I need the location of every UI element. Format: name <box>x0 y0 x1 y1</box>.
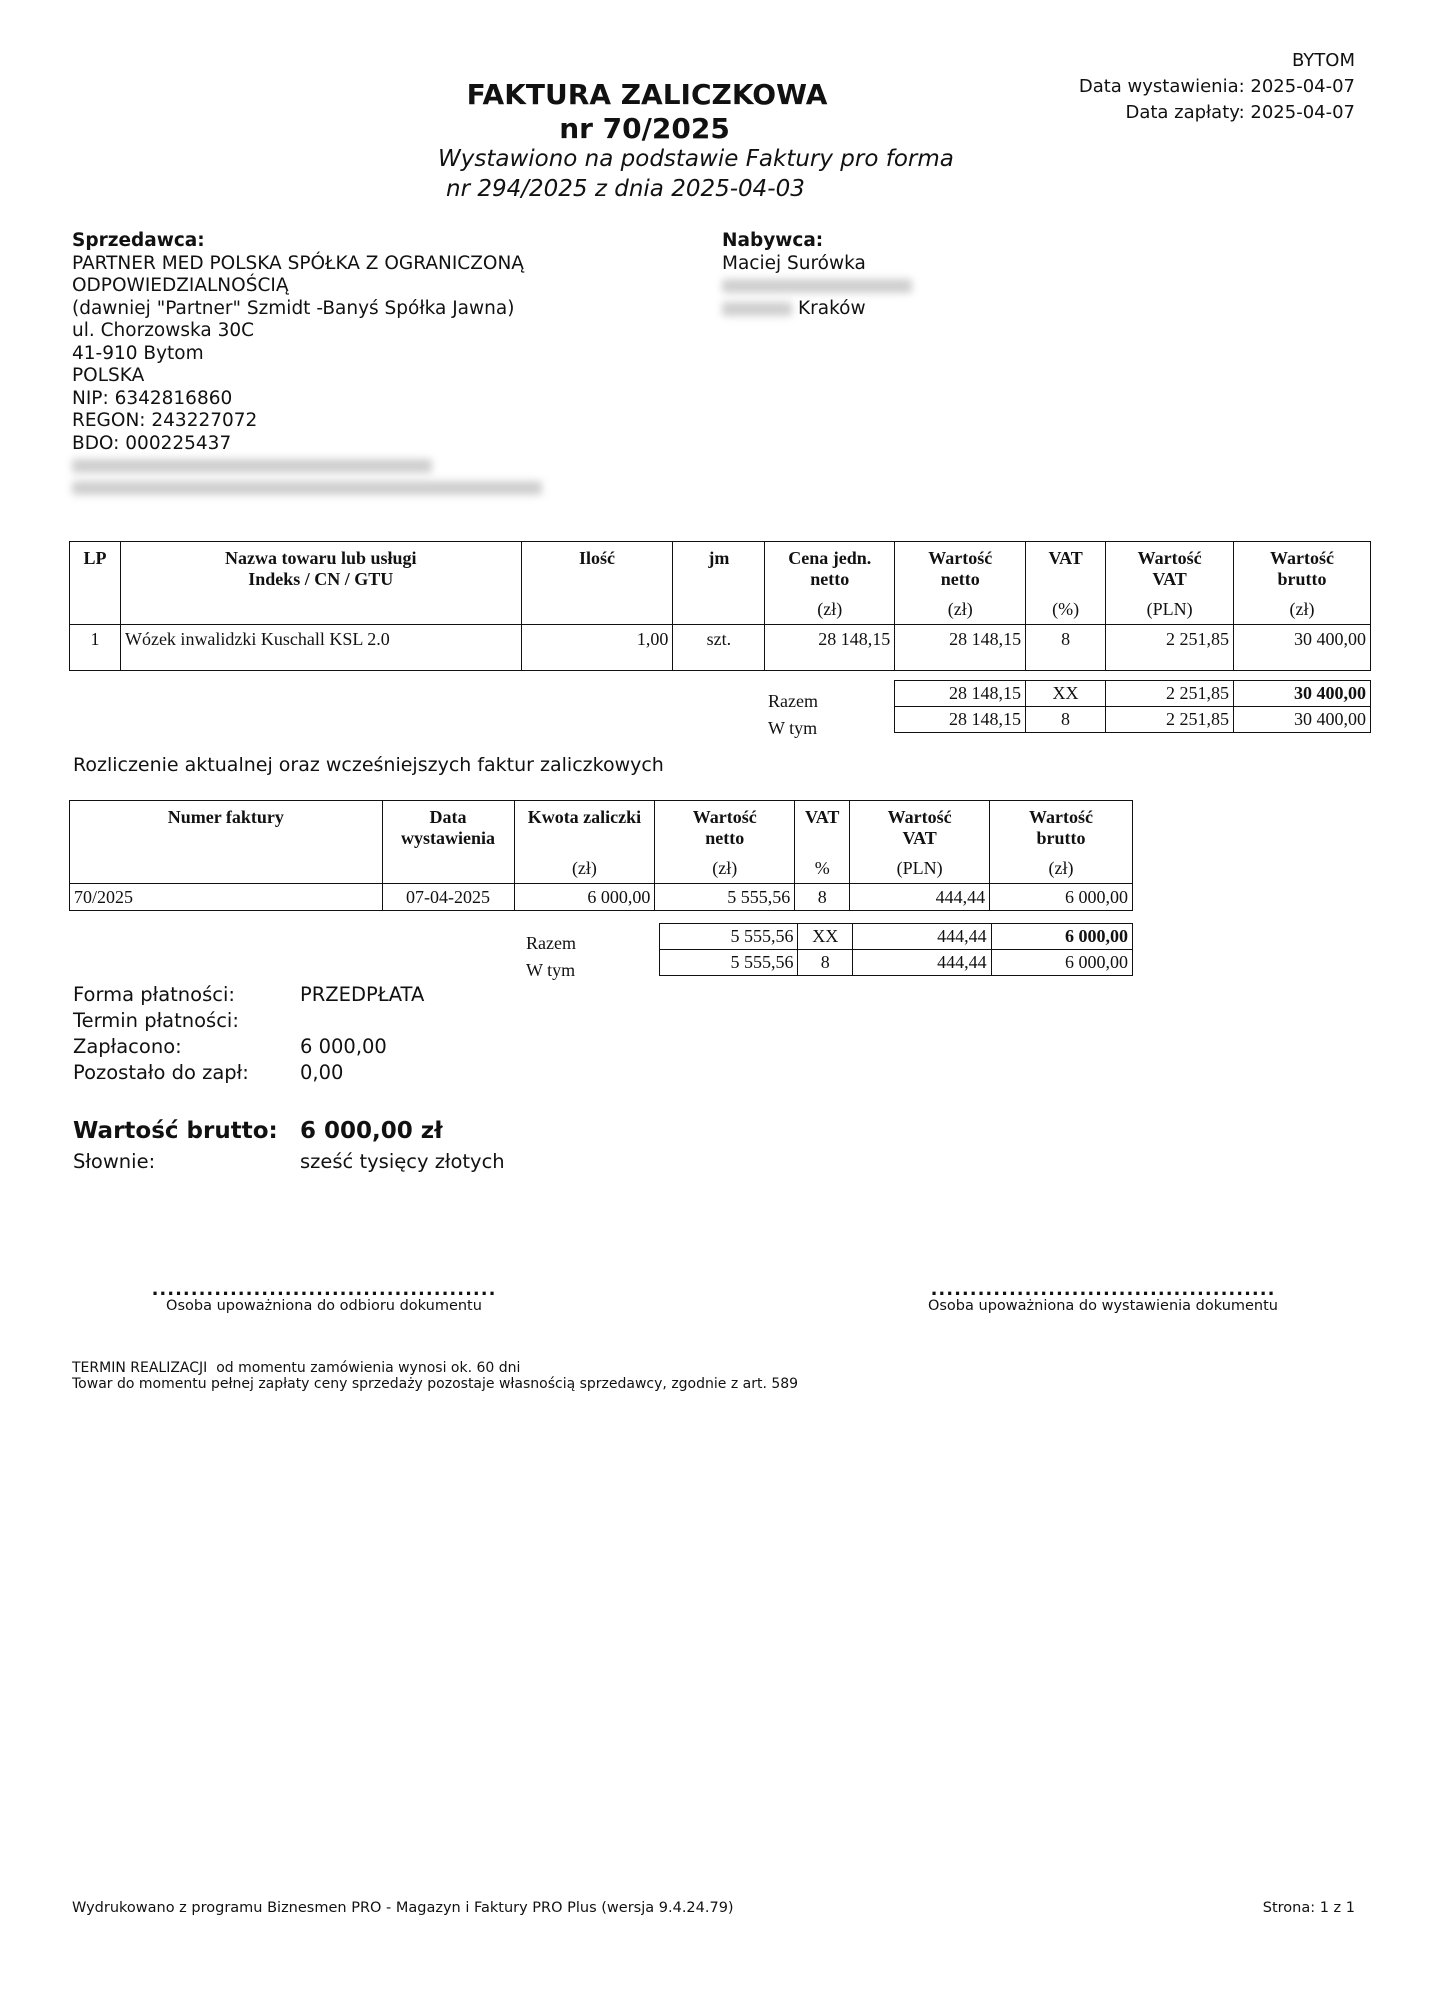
payment-method-row <box>73 982 424 1008</box>
incl-vat-rate: 8 <box>1026 707 1106 733</box>
signature-receiver-caption: Osoba upoważniona do odbioru dokumentu <box>166 1298 482 1314</box>
items-header-row <box>70 542 1371 591</box>
items-summary-labels <box>768 688 818 742</box>
seller-line: 41-910 Bytom <box>72 342 204 364</box>
sum-label: Razem <box>768 691 818 711</box>
col-header-qty: Ilość <box>521 542 673 591</box>
sum-net: 28 148,15 <box>895 681 1026 707</box>
buyer-block <box>722 230 912 320</box>
advance-summary-labels <box>526 930 576 984</box>
incl-label: W tym <box>526 960 576 980</box>
invoice-subtitle <box>438 144 954 204</box>
unit-cell <box>70 590 121 625</box>
incl-net: 5 555,56 <box>660 950 798 976</box>
incl-gross: 30 400,00 <box>1234 707 1371 733</box>
cell-vat-rate: 8 <box>795 884 850 911</box>
seller-line: POLSKA <box>72 365 145 386</box>
subtitle-line-1: Wystawiono na podstawie Faktury pro forma <box>438 146 954 172</box>
signature-issuer <box>893 1279 1313 1314</box>
remaining-row <box>73 1060 424 1086</box>
advance-units-row <box>70 849 1133 884</box>
subtitle-line-2: nr 294/2025 z dnia 2025-04-03 <box>446 176 805 202</box>
buyer-city: Kraków <box>798 297 866 319</box>
unit-cell: % <box>795 849 850 884</box>
signature-issuer-caption: Osoba upoważniona do wystawienia dokumentu <box>927 1298 1279 1314</box>
seller-line: ul. Chorzowska 30C <box>72 320 255 341</box>
col-header-name: Nazwa towaru lub usługi Indeks / CN / GTU <box>120 542 521 591</box>
notes-block <box>72 1360 798 1392</box>
summary-row <box>660 950 1133 976</box>
total-gross-row <box>73 1118 443 1144</box>
unit-cell <box>70 849 383 884</box>
paid-row <box>73 1034 424 1060</box>
advance-header-row <box>70 801 1133 850</box>
amount-in-words-row <box>73 1150 505 1173</box>
advance-summary-table <box>659 923 1133 976</box>
unit-cell <box>120 590 521 625</box>
unit-cell: (zł) <box>895 590 1026 625</box>
col-header-issue-date: Data wystawienia <box>382 801 514 850</box>
col-header-unit-price: Cena jedn. netto <box>765 542 895 591</box>
invoice-number: nr 70/2025 <box>559 112 730 145</box>
incl-vat-amount: 444,44 <box>853 950 991 976</box>
buyer-city-line <box>722 298 912 321</box>
seller-line: REGON: 243227072 <box>72 410 258 431</box>
summary-row <box>660 924 1133 950</box>
seller-line: ODPOWIEDZIALNOŚCIĄ <box>72 275 289 296</box>
incl-vat-amount: 2 251,85 <box>1106 707 1234 733</box>
issue-date: Data wystawienia: 2025-04-07 <box>1078 76 1355 97</box>
redacted-line <box>722 275 912 298</box>
cell-net: 28 148,15 <box>895 625 1026 671</box>
cell-vat-amount: 444,44 <box>850 884 990 911</box>
seller-line: BDO: 000225437 <box>72 432 232 454</box>
sum-gross: 30 400,00 <box>1234 681 1371 707</box>
unit-cell: (zł) <box>655 849 795 884</box>
seller-block <box>72 230 542 499</box>
incl-vat-rate: 8 <box>798 950 853 976</box>
cell-vat-amount: 2 251,85 <box>1106 625 1234 671</box>
total-gross-value: 6 000,00 zł <box>300 1118 443 1144</box>
payment-method-value: PRZEDPŁATA <box>300 983 425 1006</box>
note-line: TERMIN REALIZACJI od momentu zamówienia wynosi ok. 60 dni <box>72 1360 521 1376</box>
unit-cell: (PLN) <box>1106 590 1234 625</box>
unit-cell: (zł) <box>514 849 655 884</box>
cell-advance-amount: 6 000,00 <box>514 884 655 911</box>
invoice-title-text: FAKTURA ZALICZKOWA <box>466 78 828 111</box>
col-header-advance-amount: Kwota zaliczki <box>514 801 655 850</box>
redacted-line <box>72 455 542 477</box>
col-header-vat-amount: Wartość VAT <box>850 801 990 850</box>
buyer-name: Maciej Surówka <box>722 252 866 274</box>
items-table <box>69 541 1371 671</box>
payment-date: Data zapłaty: 2025-04-07 <box>1125 102 1355 123</box>
cell-qty: 1,00 <box>521 625 673 671</box>
payment-term-label: Termin płatności: <box>73 1009 239 1032</box>
cell-vat-rate: 8 <box>1026 625 1106 671</box>
sum-vat-rate: XX <box>1026 681 1106 707</box>
col-header-vat-rate: VAT <box>1026 542 1106 591</box>
remaining-label: Pozostało do zapł: <box>73 1061 249 1084</box>
signature-line: ............................................ <box>151 1279 497 1300</box>
sum-vat-amount: 444,44 <box>853 924 991 950</box>
unit-cell <box>673 590 765 625</box>
unit-cell: (%) <box>1026 590 1106 625</box>
footer-program: Wydrukowano z programu Biznesmen PRO - Magazyn i Faktury PRO Plus (wersja 9.4.24.79) <box>72 1900 734 1916</box>
seller-line: PARTNER MED POLSKA SPÓŁKA Z OGRANICZONĄ <box>72 252 524 274</box>
col-header-net: Wartość netto <box>655 801 795 850</box>
col-header-net: Wartość netto <box>895 542 1026 591</box>
col-header-gross: Wartość brutto <box>990 801 1133 850</box>
invoice-title <box>0 78 1429 146</box>
unit-cell: (zł) <box>990 849 1133 884</box>
table-row <box>70 625 1371 671</box>
seller-heading: Sprzedawca: <box>72 230 205 251</box>
cell-unit-price: 28 148,15 <box>765 625 895 671</box>
note-line: Towar do momentu pełnej zapłaty ceny sprzedaży pozostaje własnością sprzedawcy, zgodnie z art. 589 <box>72 1376 799 1392</box>
unit-cell <box>382 849 514 884</box>
cell-gross: 30 400,00 <box>1234 625 1371 671</box>
col-header-unit: jm <box>673 542 765 591</box>
payment-method-label: Forma płatności: <box>73 983 235 1006</box>
col-header-invoice-number: Numer faktury <box>70 801 383 850</box>
cell-net: 5 555,56 <box>655 884 795 911</box>
cell-name: Wózek inwalidzki Kuschall KSL 2.0 <box>120 625 521 671</box>
payment-block <box>73 982 424 1086</box>
summary-row <box>895 707 1371 733</box>
unit-cell: (zł) <box>1234 590 1371 625</box>
payment-term-row <box>73 1008 424 1034</box>
advance-section-label: Rozliczenie aktualnej oraz wcześniejszych faktur zaliczkowych <box>73 754 664 776</box>
seller-line: (dawniej "Partner" Szmidt -Banyś Spółka Jawna) <box>72 297 515 319</box>
incl-gross: 6 000,00 <box>991 950 1132 976</box>
cell-gross: 6 000,00 <box>990 884 1133 911</box>
summary-row <box>895 681 1371 707</box>
table-row <box>70 884 1133 911</box>
col-header-lp: LP <box>70 542 121 591</box>
paid-value: 6 000,00 <box>300 1035 387 1058</box>
unit-cell <box>521 590 673 625</box>
signature-line: ............................................ <box>930 1279 1276 1300</box>
sum-label: Razem <box>526 933 576 953</box>
unit-cell: (zł) <box>765 590 895 625</box>
buyer-heading: Nabywca: <box>722 230 824 251</box>
footer-page-number: Strona: 1 z 1 <box>1262 1900 1355 1916</box>
sum-vat-rate: XX <box>798 924 853 950</box>
sum-gross: 6 000,00 <box>991 924 1132 950</box>
unit-cell: (PLN) <box>850 849 990 884</box>
cell-unit: szt. <box>673 625 765 671</box>
col-header-gross: Wartość brutto <box>1234 542 1371 591</box>
redacted-line <box>72 477 542 499</box>
cell-lp: 1 <box>70 625 121 671</box>
incl-net: 28 148,15 <box>895 707 1026 733</box>
sum-net: 5 555,56 <box>660 924 798 950</box>
advance-table <box>69 800 1133 911</box>
cell-invoice-number: 70/2025 <box>70 884 383 911</box>
col-header-vat-rate: VAT <box>795 801 850 850</box>
place-of-issue: BYTOM <box>1291 50 1355 71</box>
amount-in-words-label: Słownie: <box>73 1150 156 1173</box>
incl-label: W tym <box>768 718 818 738</box>
items-summary-table <box>894 680 1371 733</box>
seller-line: NIP: 6342816860 <box>72 387 233 409</box>
col-header-vat-amount: Wartość VAT <box>1106 542 1234 591</box>
items-units-row <box>70 590 1371 625</box>
remaining-value: 0,00 <box>300 1061 344 1084</box>
cell-issue-date: 07-04-2025 <box>382 884 514 911</box>
signature-receiver <box>114 1279 534 1314</box>
paid-label: Zapłacono: <box>73 1035 182 1058</box>
total-gross-label: Wartość brutto: <box>73 1118 278 1144</box>
sum-vat-amount: 2 251,85 <box>1106 681 1234 707</box>
amount-in-words-value: sześć tysięcy złotych <box>300 1150 505 1173</box>
